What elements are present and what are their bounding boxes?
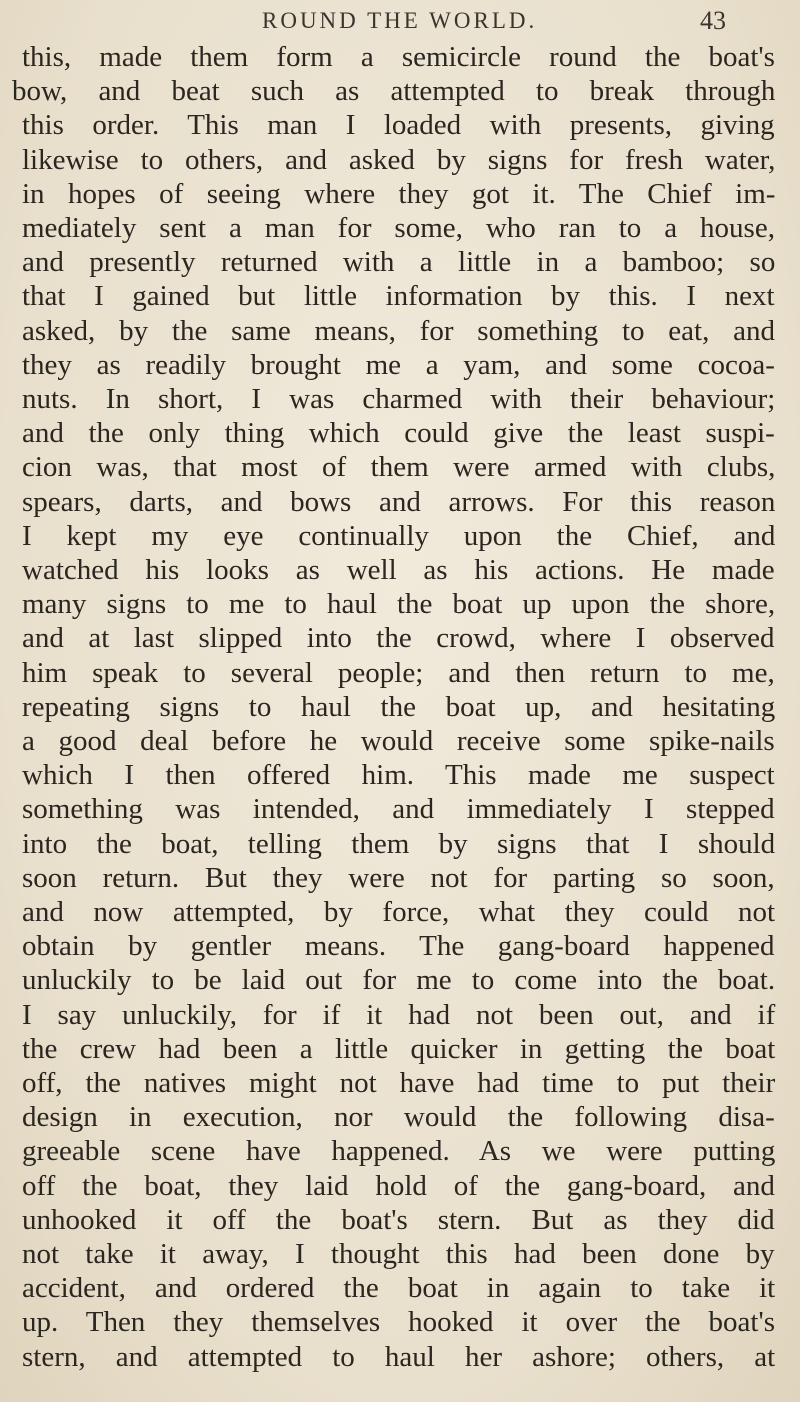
text-line: I kept my eye continually upon the Chief, and xyxy=(22,520,776,552)
text-line: something was intended, and immediately I stepped xyxy=(22,793,775,825)
text-line: this order. This man I loaded with presents, giving xyxy=(22,109,775,141)
text-line: off, the natives might not have had time to put their xyxy=(22,1067,776,1099)
text-line: this, made them form a semicircle round the boat's xyxy=(22,41,775,73)
text-line: the crew had been a little quicker in getting the boat xyxy=(22,1033,776,1065)
text-line: up. Then they themselves hooked it over the boat's xyxy=(22,1306,775,1338)
text-line: obtain by gentler means. The gang-board happened xyxy=(22,930,775,962)
text-line: unluckily to be laid out for me to come into the boat. xyxy=(22,964,776,996)
text-line: accident, and ordered the boat in again to take it xyxy=(22,1272,776,1304)
text-line: and presently returned with a little in a bamboo; so xyxy=(22,246,776,278)
text-line: in hopes of seeing where they got it. The Chief im- xyxy=(22,178,776,210)
text-line: a good deal before he would receive some spike-nails xyxy=(22,725,775,757)
text-line: him speak to several people; and then return to me, xyxy=(22,657,775,689)
text-line: mediately sent a man for some, who ran to a house, xyxy=(22,212,775,244)
text-line: many signs to me to haul the boat up upon the shore, xyxy=(22,588,776,620)
text-line: into the boat, telling them by signs that I should xyxy=(22,828,776,860)
page-number: 43 xyxy=(700,6,726,35)
text-line: stern, and attempted to haul her ashore; others, at xyxy=(22,1341,776,1373)
text-line: they as readily brought me a yam, and some cocoa- xyxy=(22,349,775,381)
text-line: unhooked it off the boat's stern. But as they did xyxy=(22,1204,775,1236)
text-line: design in execution, nor would the following disa- xyxy=(22,1101,775,1133)
text-line: spears, darts, and bows and arrows. For this reason xyxy=(22,486,776,518)
text-line: bow, and beat such as attempted to break through xyxy=(12,75,776,107)
text-line: greeable scene have happened. As we were putting xyxy=(22,1135,776,1167)
text-line: and now attempted, by force, what they could not xyxy=(22,896,776,928)
text-line: watched his looks as well as his actions. He made xyxy=(22,554,775,586)
text-line: not take it away, I thought this had been done by xyxy=(22,1238,775,1270)
text-line: off the boat, they laid hold of the gang-board, and xyxy=(22,1170,775,1202)
text-line: repeating signs to haul the boat up, and hesitating xyxy=(22,691,776,723)
text-line: likewise to others, and asked by signs for fresh water, xyxy=(22,144,776,176)
running-title: ROUND THE WORLD. xyxy=(262,8,538,33)
text-line: and the only thing which could give the least suspi- xyxy=(22,417,775,449)
text-line: which I then offered him. This made me suspect xyxy=(22,759,775,791)
text-line: cion was, that most of them were armed with clubs, xyxy=(22,451,776,483)
text-line: nuts. In short, I was charmed with their behaviour; xyxy=(22,383,776,415)
text-line: soon return. But they were not for parting so soon, xyxy=(22,862,775,894)
text-line: and at last slipped into the crowd, where I observed xyxy=(22,622,775,654)
text-line: I say unluckily, for if it had not been out, and if xyxy=(22,999,776,1031)
text-line: asked, by the same means, for something to eat, and xyxy=(22,315,776,347)
text-line: that I gained but little information by this. I next xyxy=(22,280,775,312)
